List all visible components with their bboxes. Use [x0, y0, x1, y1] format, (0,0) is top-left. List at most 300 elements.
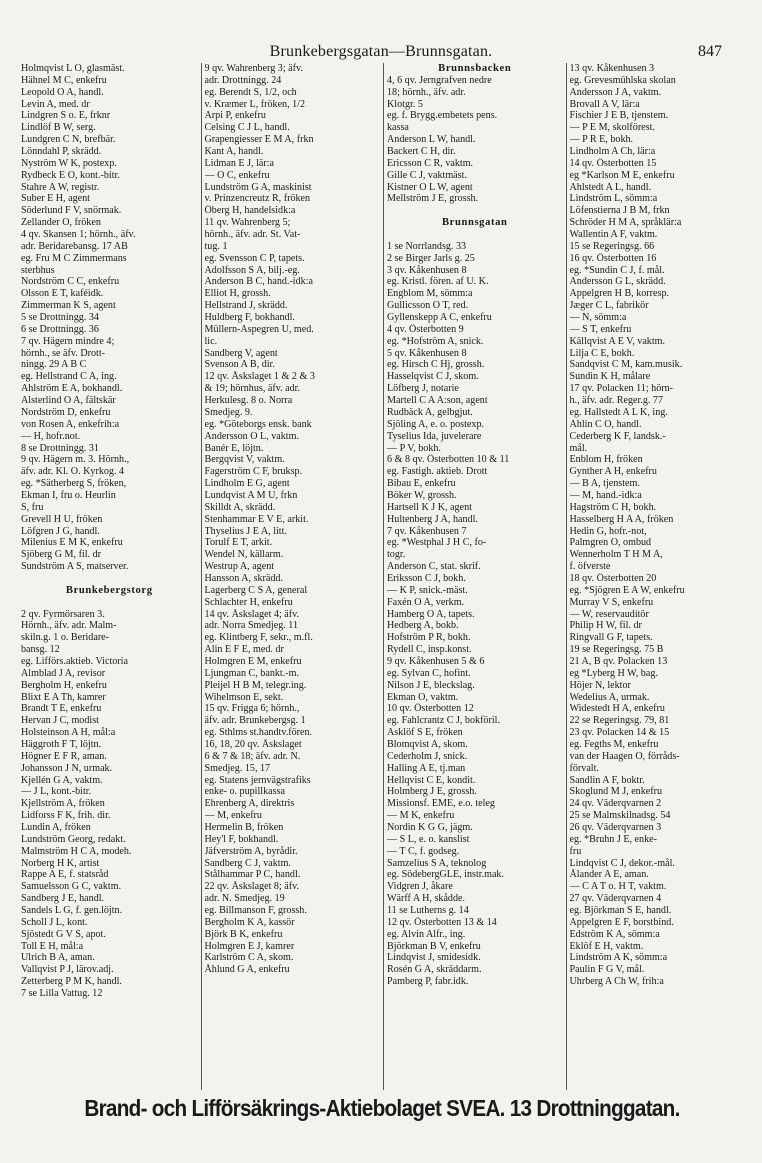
directory-line: 18 qv. Österbotten 20	[569, 572, 657, 584]
directory-line: Rydbeck E O, kont.-bitr.	[21, 169, 120, 181]
directory-line: Hofström P R, bokh.	[387, 632, 471, 644]
directory-line: Wendel N, källarm.	[204, 549, 284, 561]
directory-line: eg. Statens jernvägstrafiks	[204, 774, 311, 786]
directory-line: Holmgren E J, kamrer	[204, 940, 295, 952]
directory-line: Sandberg C J, vaktm.	[204, 857, 291, 869]
directory-line: Andersson J A, vaktm.	[569, 86, 662, 98]
directory-line: eg. Berendt S, 1/2, och	[204, 86, 297, 98]
directory-line: Ahlin C O, handl.	[569, 418, 642, 430]
directory-line: Björkman B V, enkefru	[387, 940, 481, 952]
directory-line: eg. *Westphal J H C, fo-	[387, 537, 487, 549]
directory-line: Hedberg A, bokb.	[387, 620, 459, 632]
directory-line: 18; hörnh., äfv. adr.	[387, 86, 466, 98]
directory-line: 14 qv. Österbotten 15	[569, 157, 657, 169]
directory-line: 13 qv. Kåkenhusen 3	[569, 63, 655, 74]
directory-line: Hervan J C, modist	[21, 715, 99, 727]
directory-line: Norberg H K, artist	[21, 857, 100, 869]
directory-line: Ekman O, vaktm.	[387, 691, 459, 703]
directory-line: eg. Hellstrand C A, ing.	[21, 371, 117, 383]
directory-line: Lundström G A, maskinist	[204, 181, 312, 193]
directory-line: Scholl J L, kont.	[21, 916, 88, 928]
directory-line: Andersson O L, vaktm.	[204, 430, 299, 442]
directory-line: Cederholm J, snick.	[387, 750, 468, 762]
directory-line: Kjellén G A, vaktm.	[21, 774, 103, 786]
directory-line: bansg. 12	[21, 644, 60, 656]
directory-line: Enblom H, fröken	[569, 454, 643, 466]
directory-line: eg. *Hofström A, snick.	[387, 335, 484, 347]
street-heading: Brunnsbacken	[438, 63, 512, 74]
directory-line: Philip H W, fil. dr	[569, 620, 642, 632]
directory-line: Lindqvist J, smidesidk.	[387, 952, 481, 964]
directory-line: Sandlin A F, boktr.	[569, 774, 645, 786]
directory-line: Eriksson C J, bokh.	[387, 572, 466, 584]
directory-line: — J L, kont.-bitr.	[21, 786, 92, 798]
directory-line: Lundström Georg, redakt.	[21, 833, 126, 845]
directory-line: Wallentin A F, vaktm.	[569, 229, 658, 241]
directory-line: Faxén O A, verkm.	[387, 596, 465, 608]
directory-line: f. öfverste	[569, 561, 611, 573]
directory-line: 6 & 7 & 18; äfv. adr. N.	[204, 750, 301, 762]
directory-line: 2 se Birger Jarls g. 25	[387, 252, 475, 264]
directory-line: 12 qv. Åskslaget 1 & 2 & 3	[204, 371, 315, 383]
directory-line: h., äfv. adr. Reger.g. 77	[569, 395, 664, 407]
directory-line: Tyselius Ida, juvelerare	[387, 430, 482, 442]
directory-line: Grapengiesser E M A, frkn	[204, 134, 314, 146]
directory-line: Schröder H M A, språklär:a	[569, 217, 682, 229]
directory-line: Anderson L W, handl.	[387, 134, 476, 146]
directory-line: Milenius E M K, enkefru	[21, 537, 123, 549]
directory-line: eg. Hallstedt A L K, ing.	[569, 406, 668, 418]
directory-line: Häggroth F T, löjtn.	[21, 738, 102, 750]
directory-line: Bergholm K A, kassör	[204, 916, 295, 928]
directory-line: Elliot H, grossh.	[204, 288, 271, 300]
directory-line: Hermelin B, fröken	[204, 822, 284, 833]
directory-line: ningg. 29 A B C	[21, 359, 87, 371]
directory-line: Stenhammar E V E, arkit.	[204, 513, 309, 525]
directory-line: Gyllenskepp A C, enkefru	[387, 312, 492, 324]
directory-line: Klotgr. 5	[387, 98, 423, 110]
directory-line: Arpi P, enkefru	[204, 110, 266, 122]
directory-line: Hellqvist C E, kondit.	[387, 774, 476, 786]
directory-line: 23 qv. Polacken 14 & 15	[569, 727, 670, 739]
directory-line: Nyström W K, postexp.	[21, 157, 117, 169]
directory-line: Gille C J, vaktmäst.	[387, 169, 467, 181]
directory-line	[21, 573, 198, 585]
directory-line: Lilja C E, bokh.	[569, 347, 635, 359]
directory-line: skiln.g. 1 o. Beridare-	[21, 632, 110, 644]
directory-line: Söderlund F V, snörmak.	[21, 205, 122, 217]
directory-line: Bibau E, enkefru	[387, 478, 456, 490]
directory-line: 19 se Regeringsg. 75 B	[569, 644, 664, 656]
directory-line: Jäfverström A, byrådir.	[204, 845, 298, 857]
directory-line: Öberg H, handelsidk:a	[204, 205, 296, 217]
directory-line: kassa	[387, 122, 409, 134]
directory-line: 4 qv. Österbotten 9	[387, 323, 464, 335]
directory-line: Bergholm H, enkefru	[21, 679, 107, 691]
directory-columns	[18, 63, 748, 1090]
directory-line: Mellström J E, grossh.	[387, 193, 479, 205]
directory-line: — M, hand.-idk:a	[569, 489, 642, 501]
directory-line: Thyselius J E A, litt.	[204, 525, 287, 537]
directory-line: Blomqvist A, skom.	[387, 738, 468, 750]
directory-line: Levin A, med. dr	[21, 98, 90, 110]
directory-line: 7 qv. Hägern mindre 4;	[21, 335, 115, 347]
directory-line: Gynther A H, enkefru	[569, 466, 657, 478]
directory-line: Löfenstierna J B M, frkn	[569, 205, 670, 217]
directory-line: Hansson A, skrädd.	[204, 572, 284, 584]
page-number: 847	[698, 43, 722, 60]
directory-line: 5 se Drottningg. 34	[21, 312, 99, 324]
directory-line: Ericsson C R, vaktm.	[387, 157, 474, 169]
directory-line: 8 se Drottningg. 31	[21, 442, 99, 454]
directory-line: Anderson C, stat. skrif.	[387, 561, 481, 573]
directory-line: Schlachter H, enkefru	[204, 596, 293, 608]
directory-line: Martell C A A:son, agent	[387, 395, 488, 407]
directory-line: eg *Karlson M E, enkefru	[569, 169, 675, 181]
directory-line: eg. Svensson C P, tapets.	[204, 252, 305, 264]
directory-line: Hartsell K J K, agent	[387, 501, 472, 513]
directory-line: Anderson B C, hand.-idk:a	[204, 276, 313, 288]
directory-line: Lidman E J, lär:a	[204, 157, 275, 169]
directory-line: 15 se Regeringsg. 66	[569, 240, 655, 252]
directory-line: Fischier J E B, tjenstem.	[569, 110, 669, 122]
directory-line: adr. Norra Smedjeg. 11	[204, 620, 299, 632]
directory-line: eg. *Bruhn J E, enke-	[569, 833, 657, 845]
directory-line: Holmgren E M, enkefru	[204, 655, 302, 667]
directory-line: togr.	[387, 549, 406, 561]
directory-line: Wärff A H, skådde.	[387, 893, 466, 905]
directory-line: Sundström A S, matserver.	[21, 561, 129, 573]
directory-line: Lönndahl P, skrädd.	[21, 146, 102, 158]
directory-line: 26 qv. Väderqvarnen 3	[569, 822, 662, 833]
directory-line: 17 qv. Polacken 11; hörn-	[569, 383, 674, 395]
directory-line: S, fru	[21, 501, 44, 513]
directory-line: Åhlund G A, enkefru	[204, 964, 290, 976]
directory-line: 4 qv. Skansen 1; hörnh., äfv.	[21, 229, 136, 241]
directory-line: hörnh., se äfv. Drott-	[21, 347, 105, 359]
directory-line: Sandberg J E, handl.	[21, 893, 105, 905]
directory-line: eg. Billmanson F, grossh.	[204, 905, 307, 917]
directory-line: Lundqvist A M U, frkn	[204, 489, 298, 501]
directory-line: 7 se Lilla Vattug. 12	[21, 988, 103, 1000]
directory-line: Gullicsson O T, red.	[387, 300, 469, 312]
directory-line: Hagström C H, bokh.	[569, 501, 657, 513]
directory-line: Sjöstedt G V S, apot.	[21, 928, 106, 940]
directory-line: Celsing C J L, handl.	[204, 122, 290, 134]
directory-line: — H, hofr.not.	[21, 430, 81, 442]
directory-line: Adolfsson S A, bilj.-eg.	[204, 264, 300, 276]
directory-line: Nilson J E, bleckslag.	[387, 679, 475, 691]
directory-line: Toll E H, mål:a	[21, 940, 84, 952]
directory-line: 2 qv. Fyrmörsaren 3.	[21, 608, 105, 620]
directory-line: eg. *Sjögren E A W, enkefru	[569, 584, 685, 596]
directory-line: Brandt T E, enkefru	[21, 703, 102, 715]
directory-line: Wennerholm T H M A,	[569, 549, 663, 561]
directory-line: Rappe A E, f. statsråd	[21, 869, 109, 881]
directory-line: Ekman I, fru o. Heurlin	[21, 489, 116, 501]
directory-line: Smedjeg. 9.	[204, 406, 253, 418]
directory-line	[387, 229, 563, 241]
directory-line: Ålander A E, aman.	[569, 869, 649, 881]
directory-line: Torulf E T, arkit.	[204, 537, 273, 549]
directory-line: eg. Hirsch C Hj, grossh.	[387, 359, 485, 371]
directory-line: Pamberg P, fabr.idk.	[387, 976, 469, 988]
directory-line: 6 & 8 qv. Österbotten 10 & 11	[387, 454, 510, 466]
directory-line: Sjöberg G M, fil. dr	[21, 549, 102, 561]
directory-line: 16, 18, 20 qv. Åskslaget	[204, 738, 302, 750]
directory-line: Sandberg V, agent	[204, 347, 278, 359]
directory-line: Lidforss F K, frih. dir.	[21, 810, 111, 822]
directory-line: eg. f. Brygg.embetets pens.	[387, 110, 498, 122]
directory-line: Pleijel H B M, telegr.ing.	[204, 679, 307, 691]
directory-line: eg. Fastigh. aktieb. Drott	[387, 466, 488, 478]
directory-line: — M K, enkefru	[387, 810, 455, 822]
directory-line: Höjer N, lektor	[569, 679, 631, 691]
directory-line: eg. Björkman S E, handl.	[569, 905, 672, 917]
directory-line: Lundgren C N, brefbär.	[21, 134, 116, 146]
directory-line: eg. Alvin Alfr., ing.	[387, 928, 466, 940]
directory-line: Hey'l F, bokhandl.	[204, 833, 279, 845]
directory-line: — S L, e. o. kanslist	[387, 833, 470, 845]
directory-line: äfv. adr. Kl. O. Kyrkog. 4	[21, 466, 125, 478]
directory-line: — N, sömm:a	[569, 312, 627, 324]
directory-line: Vidgren J, åkare	[387, 881, 453, 893]
directory-line: — P V, bokh.	[387, 442, 441, 454]
directory-line: 5 qv. Kåkenhusen 8	[387, 347, 467, 359]
directory-line: Appelgren E F, borstbind.	[569, 916, 674, 928]
directory-line: Backert C H, dir.	[387, 146, 456, 158]
directory-line: v. Prinzencreutz R, fröken	[204, 193, 311, 205]
directory-line: 11 se Lutherns g. 14	[387, 905, 469, 917]
directory-line: Hähnel M C, enkefru	[21, 74, 107, 86]
directory-line: Svenson A B, dir.	[204, 359, 275, 371]
directory-line: Zimmerman K S, agent	[21, 300, 116, 312]
directory-line: Löfberg J, notarie	[387, 383, 459, 395]
directory-line: Zellander O, fröken	[21, 217, 101, 229]
directory-line: Lindström L, sömm:a	[569, 193, 658, 205]
directory-line: adr. Drottningg. 24	[204, 74, 282, 86]
directory-line: eg. *Sätherberg S, fröken,	[21, 478, 127, 490]
directory-line: Uhrberg A Ch W, frih:a	[569, 976, 664, 988]
directory-line: Holmqvist L O, glasmäst.	[21, 63, 125, 74]
directory-line: Banér E, löjtn.	[204, 442, 264, 454]
street-heading: Brunkebergstorg	[65, 584, 153, 596]
directory-line: Ehrenberg A, direktris	[204, 798, 295, 810]
directory-line: eg. Fahlcrantz C J, bokföril.	[387, 715, 500, 727]
directory-line: Sandels L G, f. gen.löjtn.	[21, 905, 123, 917]
directory-line: Andersson G L, skrädd.	[569, 276, 666, 288]
directory-line: Kjellström A, fröken	[21, 798, 105, 810]
directory-line: & 19; hörnhus, äfv. adr.	[204, 383, 301, 395]
directory-line: Hultenberg J A, handl.	[387, 513, 478, 525]
directory-line: Edström K A, sömm:a	[569, 928, 660, 940]
directory-line: Hasselqvist C J, skom.	[387, 371, 479, 383]
directory-line: lic.	[204, 335, 218, 347]
directory-line: Asklöf S E, fröken	[387, 727, 463, 739]
directory-line: 16 qv. Österbotten 16	[569, 252, 657, 264]
directory-line: Karlström C A, skom.	[204, 952, 294, 964]
directory-line: Ahlström E A, bokhandl.	[21, 383, 123, 395]
directory-line: Engblom M, sömm:a	[387, 288, 473, 300]
directory-line: — P R E, bokh.	[569, 134, 634, 146]
directory-line: Westrup A, agent	[204, 561, 275, 573]
directory-line: Eklöf E H, vaktm.	[569, 940, 644, 952]
directory-line: Holmberg J E, grossh.	[387, 786, 477, 798]
directory-line: 6 se Drottningg. 36	[21, 323, 99, 335]
directory-line: Rudbäck A, gelbgjut.	[387, 406, 473, 418]
directory-line: förvalt.	[569, 762, 599, 774]
running-title: Brunkebergsgatan—Brunnsgatan.	[269, 43, 493, 60]
directory-line: Paulin F G V, mål.	[569, 964, 645, 976]
directory-line: Alsterlind O A, fältskär	[21, 395, 116, 407]
directory-line: hörnh., äfv. adr. St. Vat-	[204, 229, 301, 241]
directory-line: Suber E H, agent	[21, 193, 90, 205]
directory-line: Zetterberg P M K, handl.	[21, 976, 122, 988]
directory-line: Hamberg O A, tapets.	[387, 608, 475, 620]
directory-line: Palmgren O, ombud	[569, 537, 652, 549]
directory-line	[21, 597, 198, 609]
directory-line: Olsson E T, kaféidk.	[21, 288, 104, 300]
directory-line: Lindström A K, sömm:a	[569, 952, 668, 964]
directory-line: Nordin K G G, jägm.	[387, 822, 473, 833]
directory-line: — C A T o. H T, vaktm.	[569, 881, 667, 893]
directory-line: 14 qv. Åskslaget 4; äfv.	[204, 608, 300, 620]
directory-line: eg. Sthlms st.handtv.fören.	[204, 727, 313, 739]
directory-line: enke- o. pupillkassa	[204, 786, 285, 798]
directory-line: Sjöling A, e. o. postexp.	[387, 418, 485, 430]
column-3	[383, 63, 566, 1090]
directory-line: Lindqvist C J, dekor.-mål.	[569, 857, 675, 869]
directory-line: eg. *Sundin C J, f. mål.	[569, 264, 665, 276]
directory-line: 25 se Malmskilnadsg. 54	[569, 810, 671, 822]
directory-line: Stahre A W, registr.	[21, 181, 100, 193]
directory-line: Nordström C C, enkefru	[21, 276, 120, 288]
directory-line: 9 qv. Wahrenberg 3; äfv.	[204, 63, 303, 74]
directory-line: Johansson J N, urmak.	[21, 762, 113, 774]
directory-line: 15 qv. Frigga 6; hörnh.,	[204, 703, 300, 715]
directory-line: 4, 6 qv. Jerngrafven nedre	[387, 74, 492, 86]
directory-line: Hasselberg H A A, fröken	[569, 513, 674, 525]
advertisement-footer: Brand- och Lifförsäkrings-Aktiebolaget SVEA. 13 Drottninggatan.	[84, 1095, 680, 1121]
directory-line: eg. SödebergGLE, instr.mak.	[387, 869, 504, 881]
directory-line: Ljungman C, bankt.-m.	[204, 667, 299, 679]
directory-line: Missionsf. EME, e.o. teleg	[387, 798, 495, 810]
directory-line: sterbhus	[21, 264, 55, 276]
directory-line: 1 se Norrlandsg. 33	[387, 240, 467, 252]
directory-line: eg *Lyberg H W, bag.	[569, 667, 658, 679]
directory-line: 9 qv. Hägern m. 3. Hörnh.,	[21, 454, 130, 466]
directory-line: eg. Kristl. fören. af U. K.	[387, 276, 489, 288]
directory-line: — W, reservaudítör	[569, 608, 649, 620]
directory-line: Smedjeg. 15, 17	[204, 762, 271, 774]
directory-line: 10 qv. Österbotten 12	[387, 703, 474, 715]
directory-line: Grevell H U, fröken	[21, 513, 103, 525]
directory-line: Alin E F E, med. dr	[204, 644, 284, 656]
column-1	[18, 63, 201, 1090]
directory-line: 9 qv. Kåkenhusen 5 & 6	[387, 655, 485, 667]
directory-line: Herkulesg. 8 o. Norra	[204, 395, 293, 407]
directory-line: Vallqvist P J, lärov.adj.	[21, 964, 114, 976]
directory-line: Leopold O A, handl.	[21, 86, 104, 98]
directory-line: adr. N. Smedjeg. 19	[204, 893, 285, 905]
directory-line: Müllern-Aspegren U, med.	[204, 323, 314, 335]
directory-line: Stålhammar P C, handl.	[204, 869, 301, 881]
directory-line: Sundin K H, målare	[569, 371, 651, 383]
directory-line: Holsteinson A H, mål:a	[21, 727, 116, 739]
column-2	[201, 63, 384, 1090]
directory-line: Rydell C, insp.konst.	[387, 644, 472, 656]
directory-line: Kant A, handl.	[204, 146, 264, 158]
page-header	[0, 43, 762, 63]
directory-line: 22 se Regeringsg. 79, 81	[569, 715, 670, 727]
directory-line: Cederberg K F, landsk.-	[569, 430, 666, 442]
directory-line: Fagerström C F, bruksp.	[204, 466, 303, 478]
directory-line: Murray V S, enkefru	[569, 596, 654, 608]
directory-line: eg. Fegths M, enkefru	[569, 738, 659, 750]
directory-line: Lindgren S o. E, frknr	[21, 110, 111, 122]
directory-line: Samuelsson G C, vaktm.	[21, 881, 122, 893]
directory-line: äfv. adr. Brunkebergsg. 1	[204, 715, 306, 727]
directory-line: van der Haagen O, förråds-	[569, 750, 680, 762]
directory-line: Lundin A, fröken	[21, 822, 91, 833]
directory-line: Högner E F R, aman.	[21, 750, 107, 762]
directory-line: Sandqvist C M, kam.musik.	[569, 359, 683, 371]
directory-line: — P E M, skolförest.	[569, 122, 655, 134]
directory-line: eg. Lifförs.aktieb. Victoria	[21, 655, 128, 667]
directory-line: Jæger C L, fabrikör	[569, 300, 649, 312]
directory-line: eg. Grevesmühlska skolan	[569, 74, 676, 86]
directory-line: Brovall A V, lär:a	[569, 98, 640, 110]
directory-line: Lagerberg C S A, general	[204, 584, 308, 596]
directory-line: Lindlöf B W, serg.	[21, 122, 96, 134]
directory-line: adr. Beridarebansg. 17 AB	[21, 240, 128, 252]
directory-line: — M, enkefru	[204, 810, 262, 822]
directory-line: Kistner O L W, agent	[387, 181, 473, 193]
directory-line: Källqvist A E V, vaktm.	[569, 335, 666, 347]
directory-line: 12 qv. Österbotten 13 & 14	[387, 916, 497, 928]
directory-line: 24 qv. Väderqvarnen 2	[569, 798, 662, 810]
directory-line: 7 qv. Kåkenhusen 7	[387, 525, 467, 537]
directory-line: Hörnh., äfv. adr. Malm-	[21, 620, 117, 632]
directory-line: Ulrich B A, aman.	[21, 952, 95, 964]
directory-line: — K P, snick.-mäst.	[387, 584, 468, 596]
directory-line: — O C, enkefru	[204, 169, 270, 181]
directory-line: fru	[569, 845, 582, 857]
directory-line: — S T, enkefru	[569, 323, 632, 335]
directory-line: 3 qv. Kåkenhusen 8	[387, 264, 467, 276]
directory-line: Nordström D, enkefru	[21, 406, 111, 418]
directory-line: Huldberg F, bokhandl.	[204, 312, 295, 324]
directory-line: 22 qv. Åskslaget 8; äfv.	[204, 881, 300, 893]
directory-line: Malmström H C A, modeh.	[21, 845, 132, 857]
directory-line: Ahlstedt A L, handl.	[569, 181, 652, 193]
directory-line: 11 qv. Wahrenberg 5;	[204, 217, 291, 229]
directory-line: eg. Fru M C Zimmermans	[21, 252, 127, 264]
directory-line: Widestedt H A, enkefru	[569, 703, 665, 715]
directory-line: Skilldt A, skrädd.	[204, 501, 276, 513]
directory-line: Wihelmson E, sekt.	[204, 691, 284, 703]
directory-line: — B A, tjenstem.	[569, 478, 640, 490]
directory-line: 27 qv. Väderqvarnen 4	[569, 893, 662, 905]
directory-line: von Rosen A, enkefrih:a	[21, 418, 120, 430]
directory-line: Samzelius S A, teknolog	[387, 857, 487, 869]
directory-line: 21 A, B qv. Polacken 13	[569, 655, 668, 667]
directory-line: tug. 1	[204, 240, 228, 252]
directory-line: Löfgren J G, handl.	[21, 525, 100, 537]
directory-line: Lindholm E G, agent	[204, 478, 290, 490]
directory-line: Hedin G, hofr.-not,	[569, 525, 647, 537]
directory-line: Almblad J A, revisor	[21, 667, 106, 679]
